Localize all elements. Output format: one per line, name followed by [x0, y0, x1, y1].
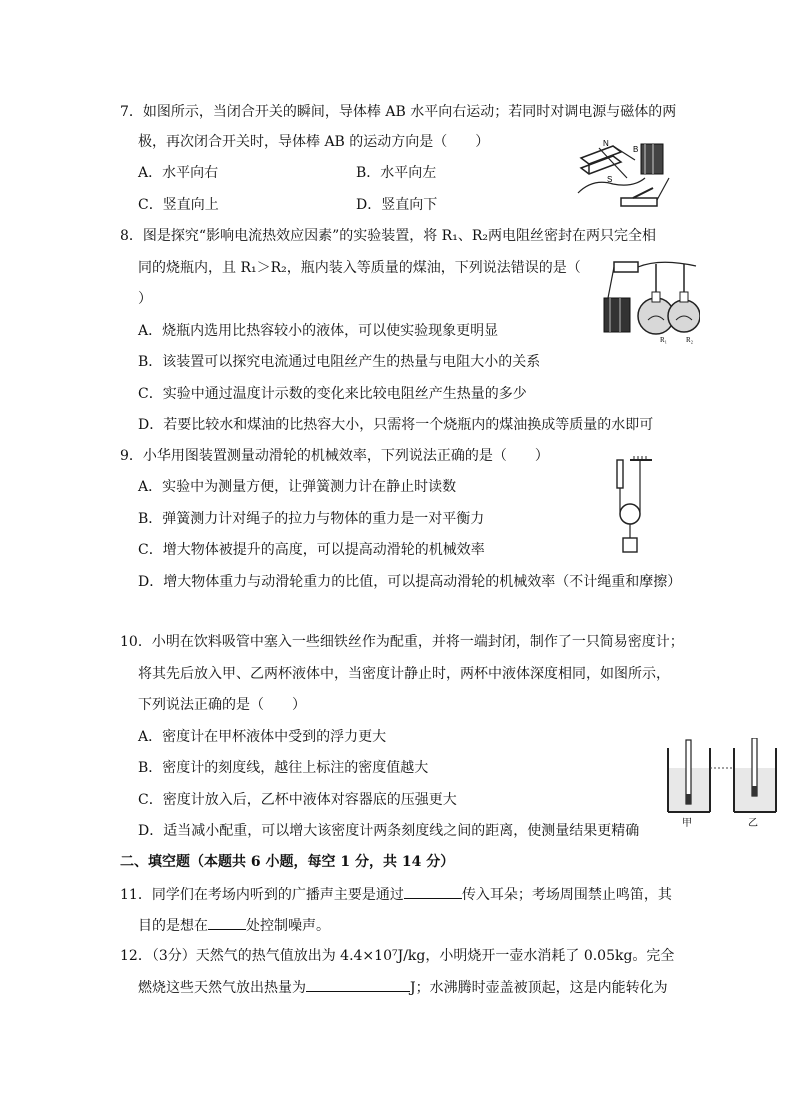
q10-option-a: A．密度计在甲杯液体中受到的浮力更大 [138, 729, 387, 745]
q12-blank-1[interactable] [306, 977, 410, 992]
q8-option-a: A．烧瓶内选用比热容较小的液体，可以使实验现象更明显 [138, 323, 499, 339]
q10-option-d: D．适当减小配重，可以增大该密度计两条刻度线之间的距离，使测量结果更精确 [138, 823, 640, 839]
q9-pulley-figure [608, 456, 654, 558]
svg-text:N: N [603, 139, 609, 148]
svg-text:B: B [633, 145, 639, 154]
q7-option-d: D．竖直向下 [356, 197, 438, 213]
q10-line2: 将其先后放入甲、乙两杯液体中，当密度计静止时，两杯中液体深度相同，如图所示， [138, 666, 670, 682]
q10-line3: 下列说法正确的是（ ） [138, 697, 306, 713]
q12-text-line2a: 燃烧这些天然气放出热量为 [138, 980, 306, 996]
q8-line3: ） [138, 291, 152, 307]
q8-line1: 8．图是探究“影响电流热效应因素”的实验装置，将 R₁、R₂两电阻丝密封在两只完全相 [120, 228, 656, 244]
q9-option-c: C．增大物体被提升的高度，可以提高动滑轮的机械效率 [138, 542, 485, 558]
q9-line1: 9．小华用图装置测量动滑轮的机械效率，下列说法正确的是（ ） [120, 448, 549, 464]
q10-line1: 10．小明在饮料吸管中塞入一些细铁丝作为配重，并将一端封闭，制作了一只简易密度计； [120, 634, 684, 650]
q9-option-a: A．实验中为测量方便，让弹簧测力计在静止时读数 [138, 479, 457, 495]
q7-motor-figure [573, 138, 673, 216]
q10-option-b: B．密度计的刻度线，越往上标注的密度值越大 [138, 760, 429, 776]
q7-line1: 7．如图所示，当闭合开关的瞬间，导体棒 AB 水平向右运动；若同时对调电源与磁体的两 [120, 104, 677, 120]
q9-option-b: B．弹簧测力计对绳子的拉力与物体的重力是一对平衡力 [138, 511, 485, 527]
svg-text:R₁: R₁ [660, 336, 668, 344]
q11-text-part1: 11．同学们在考场内听到的广播声主要是通过 [120, 887, 404, 903]
q11-text-part2: 传入耳朵；考场周围禁止鸣笛，其 [461, 887, 672, 903]
q10-densimeter-figure [664, 738, 780, 828]
q10-option-c: C．密度计放入后，乙杯中液体对容器底的压强更大 [138, 792, 457, 808]
q7-line2: 极，再次闭合开关时，导体棒 AB 的运动方向是（ ） [138, 134, 490, 150]
q11-blank-2[interactable] [208, 915, 246, 930]
q8-line2: 同的烧瓶内，且 R₁＞R₂，瓶内装入等质量的煤油，下列说法错误的是（ [138, 260, 581, 276]
q11-line1 [120, 884, 672, 905]
q9-option-d: D．增大物体重力与动滑轮重力的比值，可以提高动滑轮的机械效率（不计绳重和摩擦） [138, 574, 682, 590]
q12-line1: 12．（3分）天然气的热气值放出为 4.4×10⁷J/kg，小明烧开一壶水消耗了 0.05kg。完全 [120, 948, 675, 964]
q11-text-line2b: 处控制噪声。 [246, 918, 330, 934]
q7-option-b: B．水平向左 [356, 165, 437, 181]
q12-line2 [138, 977, 668, 998]
svg-text:R₂: R₂ [686, 336, 694, 344]
q7-option-c: C．竖直向上 [138, 197, 219, 213]
q8-option-b: B．该装置可以探究电流通过电阻丝产生的热量与电阻大小的关系 [138, 354, 541, 370]
q8-option-c: C．实验中通过温度计示数的变化来比较电阻丝产生热量的多少 [138, 386, 527, 402]
q7-option-a: A．水平向右 [138, 165, 219, 181]
section-2-title: 二、填空题（本题共 6 小题，每空 1 分，共 14 分） [120, 854, 455, 870]
q11-text-line2a: 目的是想在 [138, 918, 208, 934]
svg-text:S: S [607, 175, 613, 184]
q8-heating-flask-figure [600, 258, 700, 344]
q10-label-jia: 甲 [682, 818, 692, 828]
q11-line2 [138, 915, 330, 936]
q10-label-yi: 乙 [748, 818, 758, 828]
q8-option-d: D．若要比较水和煤油的比热容大小，只需将一个烧瓶内的煤油换成等质量的水即可 [138, 417, 654, 433]
q12-text-line2b: J；水沸腾时壶盖被顶起，这是内能转化为 [410, 980, 668, 996]
q11-blank-1[interactable] [404, 884, 462, 899]
